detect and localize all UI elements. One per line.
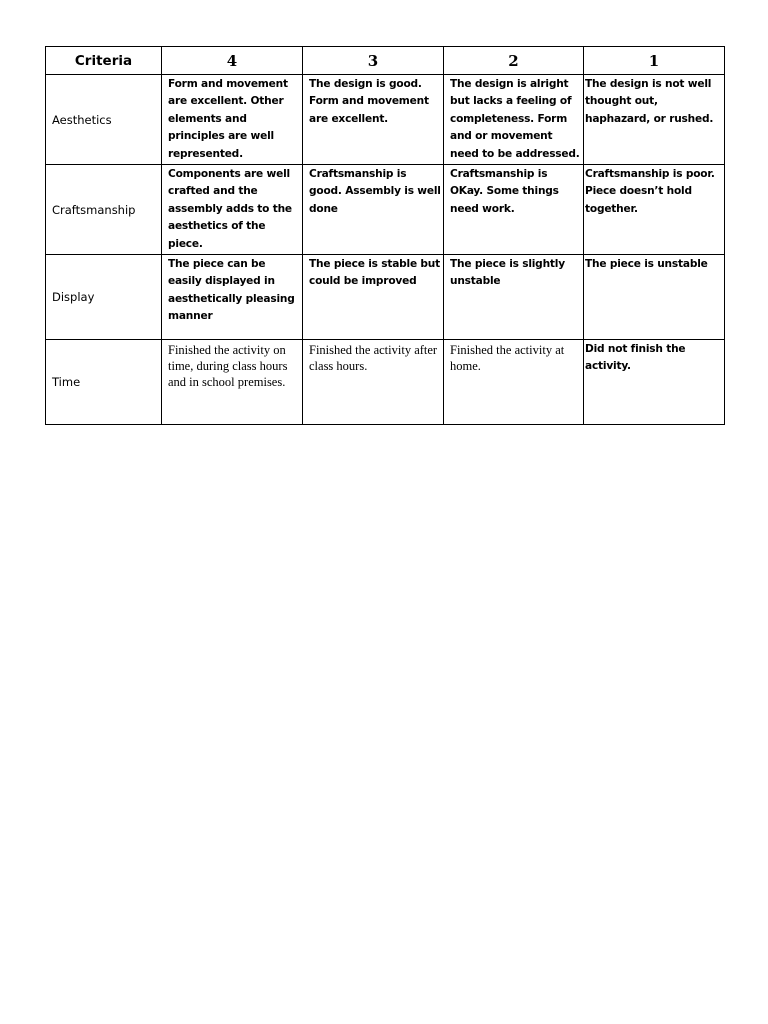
table-cell bbox=[444, 255, 584, 340]
score-header-3: 3 bbox=[303, 47, 444, 75]
cell-text: The design is alright but lacks a feeling of completeness. Form and or movement need to be addressed. bbox=[450, 78, 580, 160]
table-row bbox=[46, 75, 725, 165]
criteria-header: Criteria bbox=[46, 47, 162, 75]
criterion-aesthetics: Aesthetics bbox=[46, 75, 162, 165]
table-row bbox=[46, 165, 725, 255]
rubric-table bbox=[45, 46, 725, 425]
cell-text: The piece can be easily displayed in aesthetically pleasing manner bbox=[168, 258, 295, 323]
table-cell bbox=[584, 75, 725, 165]
table-cell bbox=[584, 340, 725, 425]
cell-text: The piece is stable but could be improved bbox=[309, 258, 441, 288]
table-cell bbox=[162, 340, 303, 425]
cell-text: Form and movement are excellent. Other elements and principles are well represented. bbox=[168, 78, 288, 160]
table-cell bbox=[444, 75, 584, 165]
cell-text: The piece is slightly unstable bbox=[450, 258, 565, 288]
cell-text: The design is good. Form and movement are excellent. bbox=[309, 78, 429, 125]
table-cell bbox=[584, 165, 725, 255]
table-cell bbox=[444, 340, 584, 425]
cell-text: Craftsmanship is poor. Piece doesn’t hold together. bbox=[585, 168, 715, 215]
cell-text: The piece is unstable bbox=[585, 258, 708, 270]
table-cell bbox=[444, 165, 584, 255]
cell-text: Components are well crafted and the assembly adds to the aesthetics of the piece. bbox=[168, 168, 292, 250]
header-row bbox=[46, 47, 725, 75]
table-cell bbox=[584, 255, 725, 340]
table-cell bbox=[303, 165, 444, 255]
cell-text: Finished the activity on time, during class hours and in school premises. bbox=[168, 343, 288, 389]
table-row bbox=[46, 340, 725, 425]
criterion-display: Display bbox=[46, 255, 162, 340]
table-cell bbox=[162, 75, 303, 165]
cell-text: Craftsmanship is OKay. Some things need work. bbox=[450, 168, 559, 215]
cell-text: Did not finish the activity. bbox=[585, 343, 686, 373]
score-header-4: 4 bbox=[162, 47, 303, 75]
criterion-time: Time bbox=[46, 340, 162, 425]
score-header-1: 1 bbox=[584, 47, 725, 75]
cell-text: Finished the activity at home. bbox=[450, 343, 565, 373]
score-header-2: 2 bbox=[444, 47, 584, 75]
table-cell bbox=[303, 75, 444, 165]
table-cell bbox=[162, 165, 303, 255]
cell-text: Finished the activity after class hours. bbox=[309, 343, 438, 373]
cell-text: The design is not well thought out, haphazard, or rushed. bbox=[585, 78, 714, 125]
table-cell bbox=[162, 255, 303, 340]
table-cell bbox=[303, 255, 444, 340]
table-row bbox=[46, 255, 725, 340]
criterion-craftsmanship: Craftsmanship bbox=[46, 165, 162, 255]
table-cell bbox=[303, 340, 444, 425]
cell-text: Craftsmanship is good. Assembly is well done bbox=[309, 168, 441, 215]
